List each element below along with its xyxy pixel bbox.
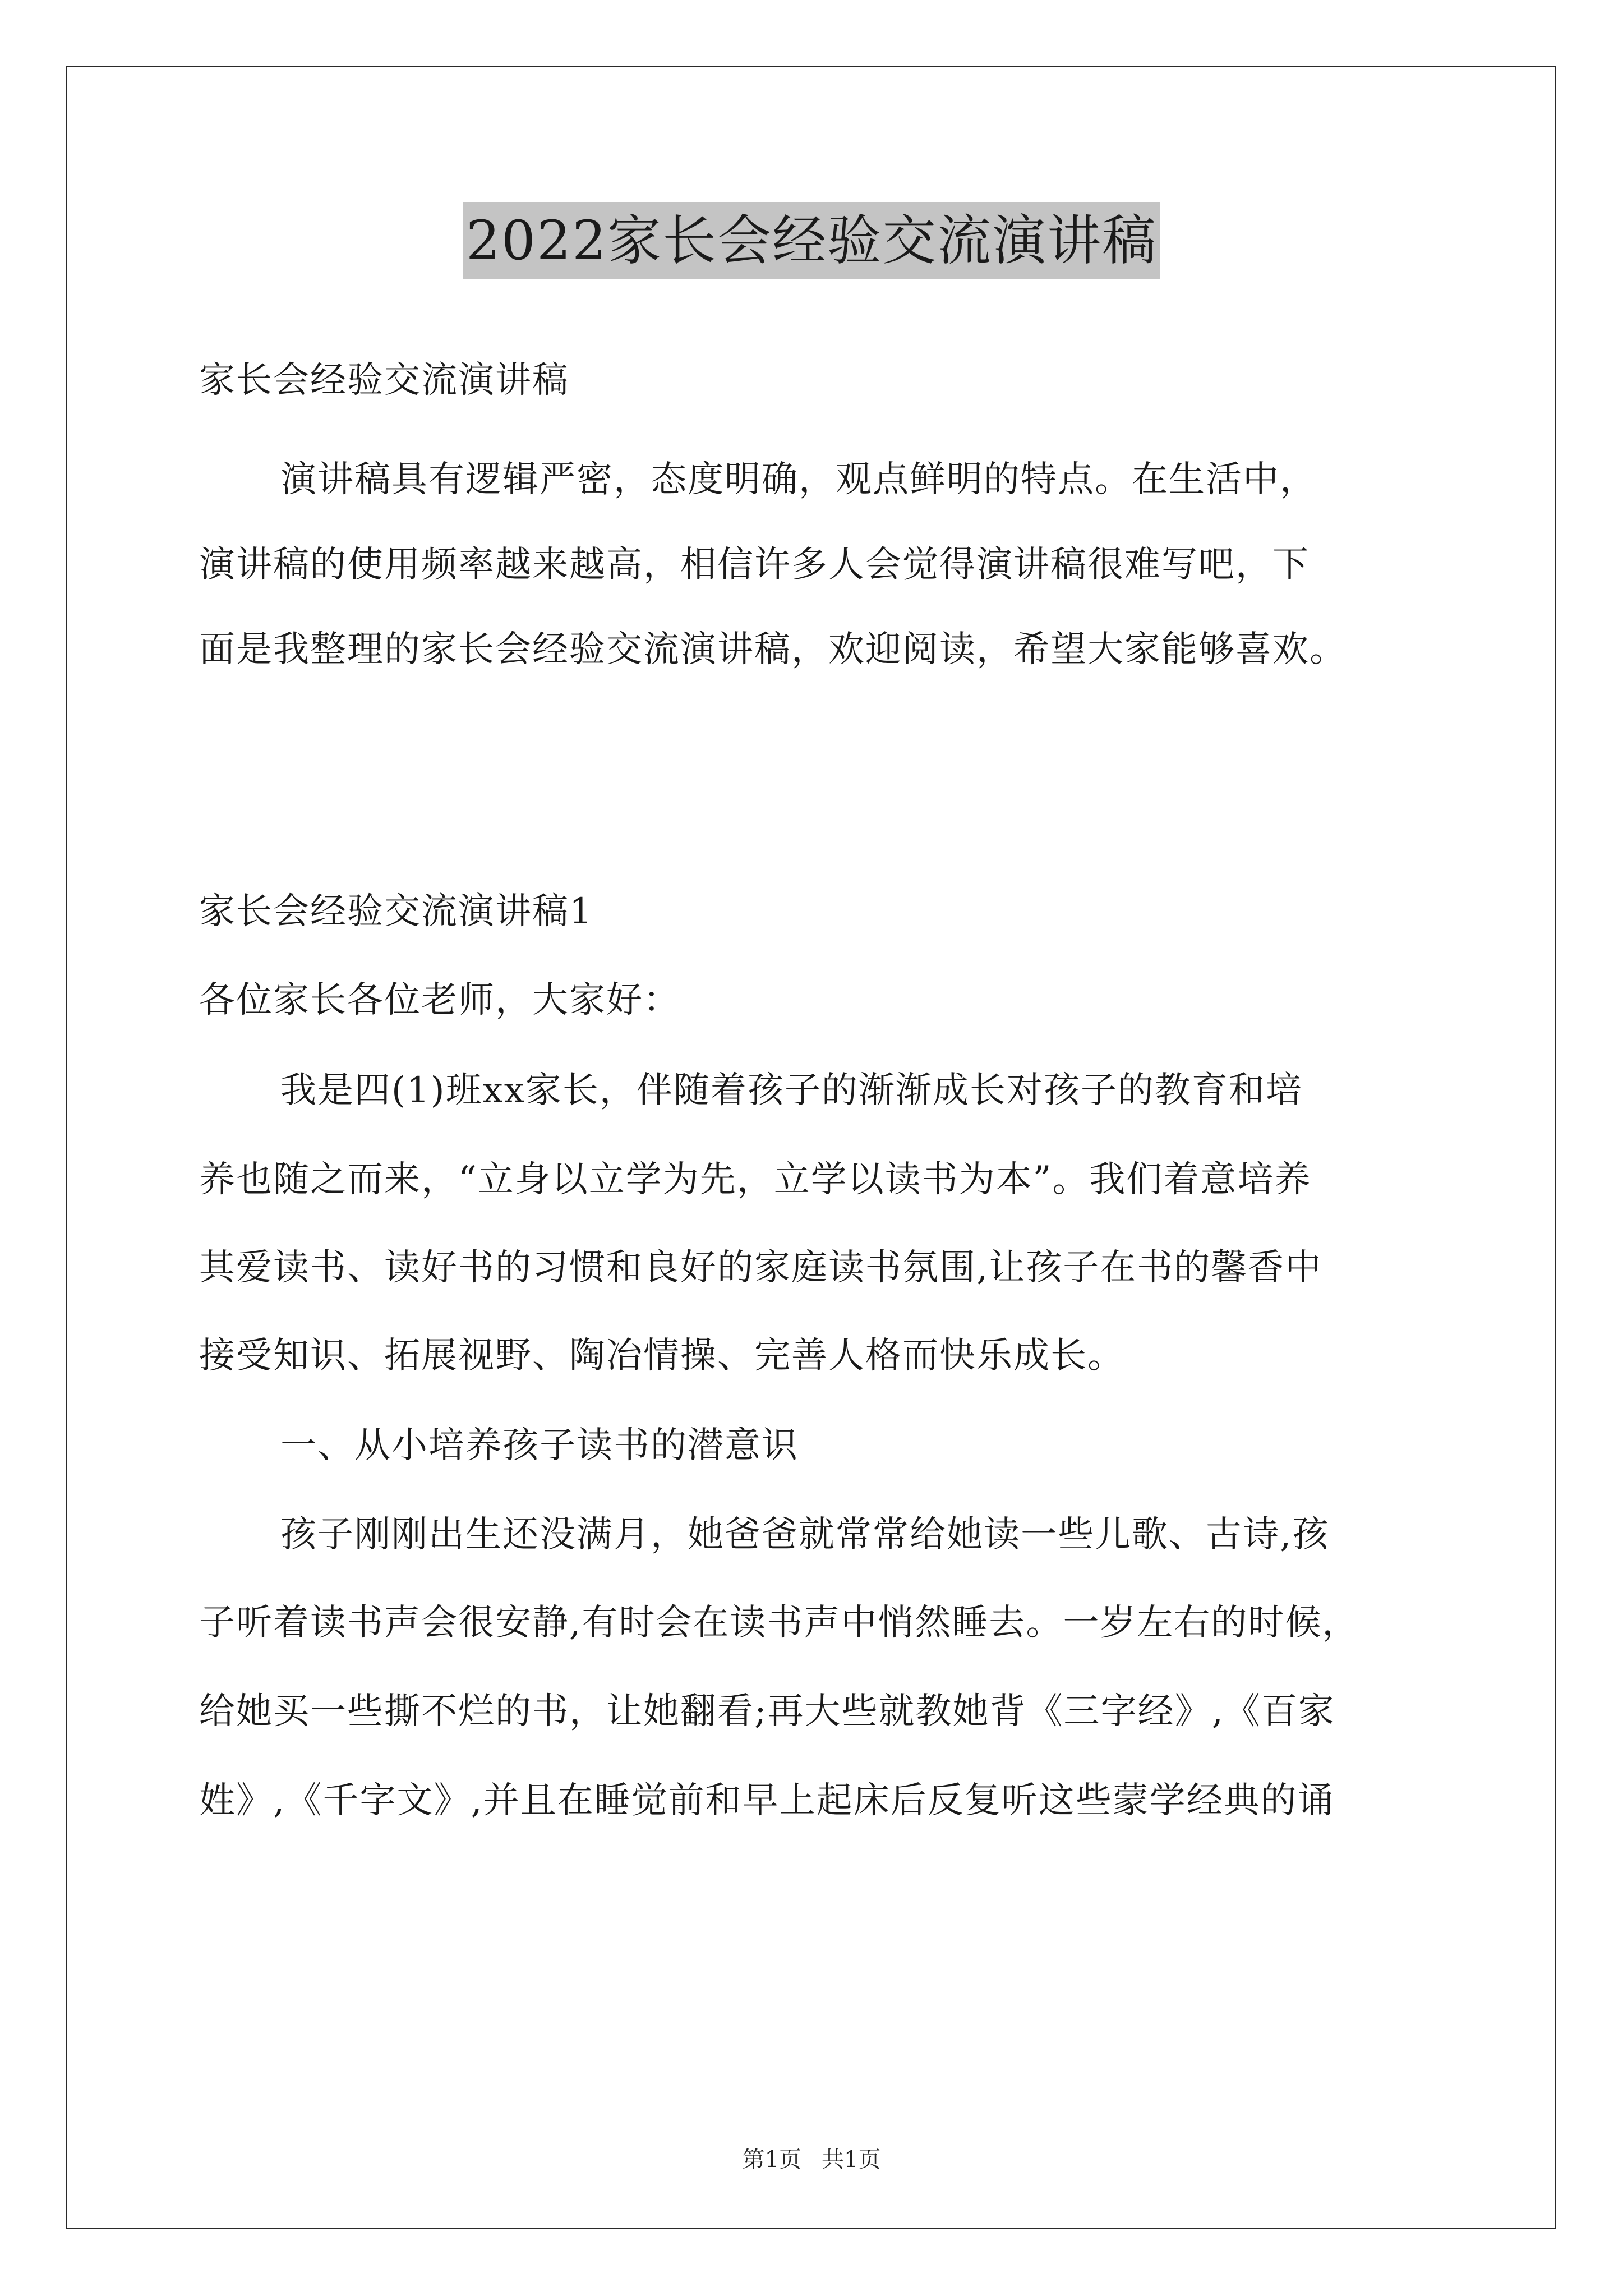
paragraph-line: 我是四(1)班xx家长，伴随着孩子的渐渐成长对孩子的教育和培	[280, 1070, 1303, 1111]
page-total: 共1页	[822, 2147, 881, 2173]
paragraph-line: 姓》,《千字文》,并且在睡觉前和早上起床后反复听这些蒙学经典的诵	[199, 1780, 1335, 1821]
page-number: 第1页	[742, 2147, 801, 2173]
paragraph-line: 其爱读书、读好书的习惯和良好的家庭读书氛围,让孩子在书的馨香中	[199, 1247, 1322, 1289]
paragraph-line: 子听着读书声会很安静,有时会在读书声中悄然睡去。一岁左右的时候，	[199, 1602, 1359, 1644]
point-heading: 一、从小培养孩子读书的潜意识	[280, 1425, 799, 1466]
document-title-text: 2022家长会经验交流演讲稿	[463, 202, 1160, 279]
page-footer	[0, 2146, 1623, 2174]
paragraph-line: 给她买一些撕不烂的书，让她翻看;再大些就教她背《三字经》,《百家	[199, 1691, 1335, 1732]
paragraph-line: 接受知识、拓展视野、陶冶情操、完善人格而快乐成长。	[199, 1335, 1124, 1377]
section-heading: 家长会经验交流演讲稿1	[199, 891, 593, 932]
document-title	[0, 202, 1623, 279]
intro-line: 演讲稿具有逻辑严密，态度明确，观点鲜明的特点。在生活中，	[280, 459, 1317, 500]
paragraph-line: 孩子刚刚出生还没满月，她爸爸就常常给她读一些儿歌、古诗,孩	[280, 1514, 1330, 1556]
subtitle: 家长会经验交流演讲稿	[199, 360, 569, 401]
paragraph-line: 养也随之而来，“立身以立学为先，立学以读书为本”。我们着意培养	[199, 1159, 1312, 1200]
intro-line: 面是我整理的家长会经验交流演讲稿，欢迎阅读，希望大家能够喜欢。	[199, 629, 1347, 670]
intro-line: 演讲稿的使用频率越来越高，相信许多人会觉得演讲稿很难写吧，下	[199, 544, 1310, 586]
greeting: 各位家长各位老师，大家好：	[199, 979, 680, 1021]
